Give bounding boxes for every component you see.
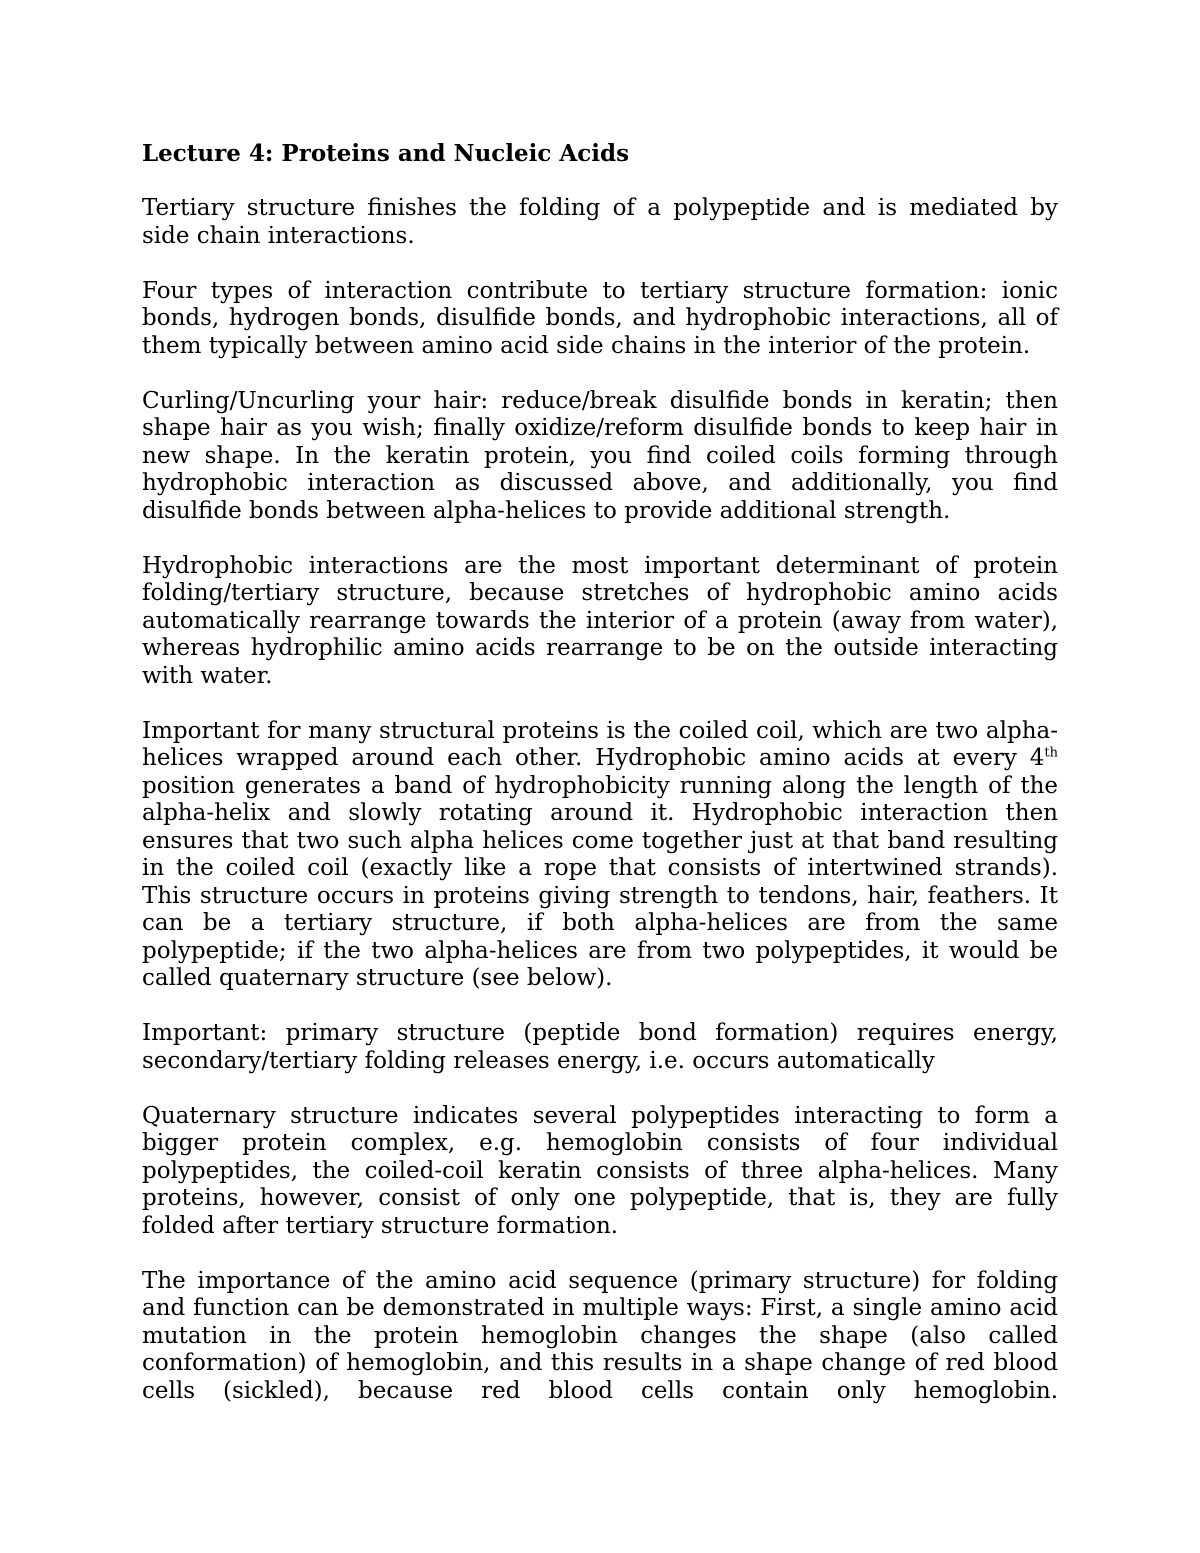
paragraph-hydrophobic-interactions: Hydrophobic interactions are the most important determinant of protein folding/tertiary structure, because stretches of hydrophobic amino acids automatically rearrange towards the interior of a protein (away from water), whereas hydrophilic amino acids rearrange to be on the outside interacting with water. bbox=[142, 552, 1058, 689]
paragraph-interaction-types: Four types of interaction contribute to tertiary structure formation: ionic bonds, hydrogen bonds, disulfide bonds, and hydrophobic interactions, all of them typically between amino acid side chains in the interior of the protein. bbox=[142, 277, 1058, 359]
paragraph-hair-curling: Curling/Uncurling your hair: reduce/break disulfide bonds in keratin; then shape hair as you wish; finally oxidize/reform disulfide bonds to keep hair in new shape. In the keratin protein, you find coiled coils forming through hydrophobic interaction as discussed above, and additionally, you find disulfide bonds between alpha-helices to provide additional strength. bbox=[142, 387, 1058, 524]
paragraph-energy-note: Important: primary structure (peptide bond formation) requires energy, secondary/tertiary folding releases energy, i.e. occurs automatically bbox=[142, 1020, 1058, 1074]
paragraph-quaternary-structure: Quaternary structure indicates several polypeptides interacting to form a bigger protein complex, e.g. hemoglobin consists of four individual polypeptides, the coiled-coil keratin consists of three alpha-helices. Many proteins, however, consist of only one polypeptide, that is, they are fully folded after tertiary structure formation. bbox=[142, 1102, 1058, 1239]
page-title: Lecture 4: Proteins and Nucleic Acids bbox=[142, 140, 630, 167]
ordinal-superscript: th bbox=[1044, 745, 1058, 761]
document-body bbox=[142, 140, 1058, 1433]
coiled-coil-text-start: Important for many structural proteins is the coiled coil, which are two alpha- helices wrapped around each other. Hydrophobic amino acids at every 4 bbox=[142, 717, 1058, 771]
coiled-coil-text-end: position generates a band of hydrophobicity running along the length of the alpha-helix and slowly rotating around it. Hydrophobic interaction then ensures that two such alpha helices come together just at that band resulting in the coiled coil (exactly like a rope that consists of intertwined strands). This structure occurs in proteins giving strength to tendons, hair, feathers. It can be a tertiary structure, if both alpha-helices are from the same polypeptide; if the two alpha-helices are from two polypeptides, it would be called quaternary structure (see below). bbox=[142, 772, 1058, 991]
paragraph-amino-acid-sequence: The importance of the amino acid sequence (primary structure) for folding and function can be demonstrated in multiple ways: First, a single amino acid mutation in the protein hemoglobin changes the shape (also called conformation) of hemoglobin, and this results in a shape change of red blood cells (sickled), because red blood cells contain only hemoglobin. bbox=[142, 1267, 1058, 1404]
paragraph-coiled-coil bbox=[142, 718, 1058, 993]
paragraph-tertiary-structure: Tertiary structure finishes the folding of a polypeptide and is mediated by side chain interactions. bbox=[142, 195, 1058, 249]
